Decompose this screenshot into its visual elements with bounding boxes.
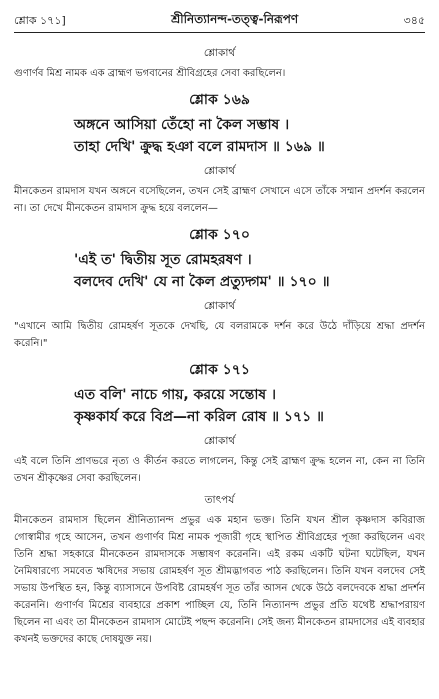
- section-label: শ্লোকার্থ: [203, 300, 236, 312]
- header-chapter-title: শ্রীনিত্যানন্দ-তত্ত্ব-নিরূপণ: [171, 12, 299, 26]
- header-verse-ref: শ্লোক ১৭১]: [14, 13, 66, 27]
- verse-line: 'এই ত' দ্বিতীয় সূত রোমহরষণ ।: [74, 252, 252, 268]
- paragraph: গুণার্ণব মিশ্র নামক এক ব্রাহ্মণ ভগবানের শ্রীবিগ্রহের সেবা করছিলেন।: [14, 68, 286, 79]
- paragraph: "এখানে আমি দ্বিতীয় রোমহর্ষণ সূতকে দেখছি, যে বলরামকে দর্শন করে উঠে দাঁড়িয়ে শ্রদ্ধা প্রদর্শন করেনি।": [14, 321, 425, 349]
- paragraph: মীনকেতন রামদাস যখন অঙ্গনে বসেছিলেন, তখন সেই ব্রাহ্মণ সেখানে এসে তাঁকে সম্মান প্রদর্শন করলেন না। তা দেখে মীনকেতন রামদাস ক্রুদ্ধ হয়ে বললেন—: [14, 186, 425, 214]
- verse-line: কৃষ্ণকার্য করে বিপ্র—না করিল রোষ ॥ ১৭১ ॥: [74, 409, 324, 425]
- verse-line: তাহা দেখি' ক্রুদ্ধ হঞা বলে রামদাস ॥ ১৬৯ ॥: [74, 139, 325, 155]
- page-number: ৩৪৫: [403, 13, 425, 27]
- verse-text: [14, 384, 425, 428]
- sloka-heading: শ্লোক ১৭০: [189, 227, 250, 243]
- sloka-heading: শ্লোক ১৬৯: [189, 92, 250, 108]
- section-label: শ্লোকার্থ: [203, 435, 236, 447]
- sloka-heading: শ্লোক ১৭১: [189, 362, 250, 378]
- running-header: [14, 10, 425, 33]
- page-body: [14, 40, 425, 650]
- section-label: তাৎপর্য: [204, 494, 235, 506]
- verse-text: [14, 249, 425, 293]
- section-label: শ্লোকার্থ: [203, 165, 236, 177]
- section-label: শ্লোকার্থ: [203, 47, 236, 59]
- verse-line: অঙ্গনে আসিয়া তেঁহো না কৈল সম্ভাষ ।: [74, 117, 290, 133]
- verse-line: বলদেব দেখি' যে না কৈল প্রত্যুদ্গম' ॥ ১৭০ ॥: [74, 274, 330, 290]
- verse-text: [14, 114, 425, 158]
- paragraph: মীনকেতন রামদাস ছিলেন শ্রীনিত্যানন্দ প্রভুর এক মহান ভক্ত। তিনি যখন শ্রীল কৃষ্ণদাস কবিরাজ গোস্বামীর গৃহে আসেন, তখন গুণার্ণব মিশ্র নামক পূজারী গৃহে স্থাপিত শ্রীবিগ্রহের পূজা করছিলেন এবং তিনি শ্রদ্ধা সহকারে মীনকেতন রামদাসকে সম্ভাষণ করেননি। এই রকম একটি ঘটনা ঘটেছিল, যখন নৈমিষারণ্যে সমবেত ঋষিদের সভায় রোমহর্ষণ সূত শ্রীমদ্ভাগবত পাঠ করছিলেন। তিনি যখন বলদেব সেই সভায় উপস্থিত হন, কিন্তু ব্যাসাসনে উপবিষ্ট রোমহর্ষণ সূত তাঁর আসন থেকে উঠে বলদেবকে শ্রদ্ধা প্রদর্শন করেননি। গুণার্ণব মিশ্রের ব্যবহারে প্রকাশ পাচ্ছিল যে, তিনি নিত্যানন্দ প্রভুর প্রতি যথেষ্ট শ্রদ্ধাপরায়ণ ছিলেন না এবং তা মীনকেতন রামদাস মোটেই পছন্দ করেননি। সেই জন্য মীনকেতন রামদাসের এই ব্যবহার কখনই ভক্তদের কাছে দোষযুক্ত নয়।: [14, 515, 425, 645]
- verse-line: এত বলি' নাচে গায়, করয়ে সন্তোষ ।: [74, 387, 276, 403]
- paragraph: এই বলে তিনি প্রাণভরে নৃত্য ও কীর্তন করতে লাগলেন, কিন্তু সেই ব্রাহ্মণ ক্রুদ্ধ হলেন না, কেন না তিনি তখন শ্রীকৃষ্ণের সেবা করছিলেন।: [14, 456, 425, 484]
